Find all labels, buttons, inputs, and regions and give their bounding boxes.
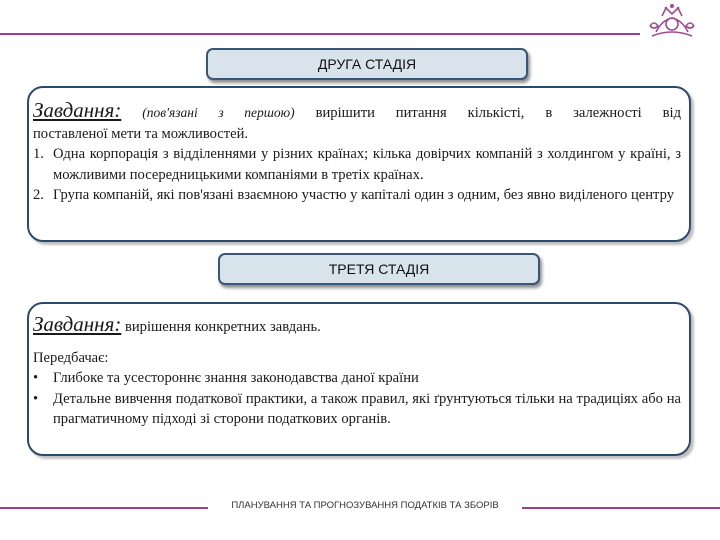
list-item [33,389,681,430]
stage-two-task-note: (пов'язані з першою) [142,105,295,120]
footer-divider-right [522,507,720,509]
stage-three-task-text: вирішення конкретних завдань. [124,319,321,335]
bullet-marker: • [33,390,39,407]
list-item-text: Група компаній, які пов'язані взаємною участю у капіталі один з одним, без явно виділеного центру [53,187,675,204]
stage-two-task-line [33,100,681,124]
list-item-text: Детальне вивчення податкової практики, а також правил, які ґрунтуються тільки на традиціях або на прагматичному підході зі сторони податкових органів. [53,390,681,428]
list-item [33,144,681,185]
stage-three-title-text: ТРЕТЯ СТАДІЯ [328,261,430,277]
list-item-text: Глибоке та усестороннє знання законодавства даної країни [53,370,419,387]
top-divider [0,33,640,35]
stage-two-title [206,48,528,80]
stage-two-content [33,100,681,206]
footer-divider-left [0,507,208,509]
stage-two-task-intro-cont: поставленої мети та можливостей. [33,125,249,142]
list-marker: 2. [33,187,44,204]
stage-three-content [33,314,681,430]
list-item-text: Одна корпорація з відділеннями у різних країнах; кілька довірчих компаній з холдингом у країні, з можливими посередницькими компаніями в третіх країнах. [53,146,681,183]
stage-three-task-label: Завдання: [33,312,122,336]
bullet-marker: • [33,370,39,387]
spacer [33,338,681,348]
stage-two-task-label: Завдання: [33,98,122,122]
stage-two-task-intro: вирішити питання кількісті, в залежності від [315,105,681,121]
stage-two-title-text: ДРУГА СТАДІЯ [317,56,417,72]
stage-three-title [218,253,540,285]
list-marker: 1. [33,146,44,163]
stage-three-provides-label: Передбачає: [33,349,109,366]
list-item [33,368,681,389]
footer-title: ПЛАНУВАННЯ ТА ПРОГНОЗУВАННЯ ПОДАТКІВ ТА ЗБОРІВ [231,500,499,511]
crest-emblem-icon [648,2,696,40]
stage-three-task-line [33,314,681,338]
list-item [33,185,681,206]
